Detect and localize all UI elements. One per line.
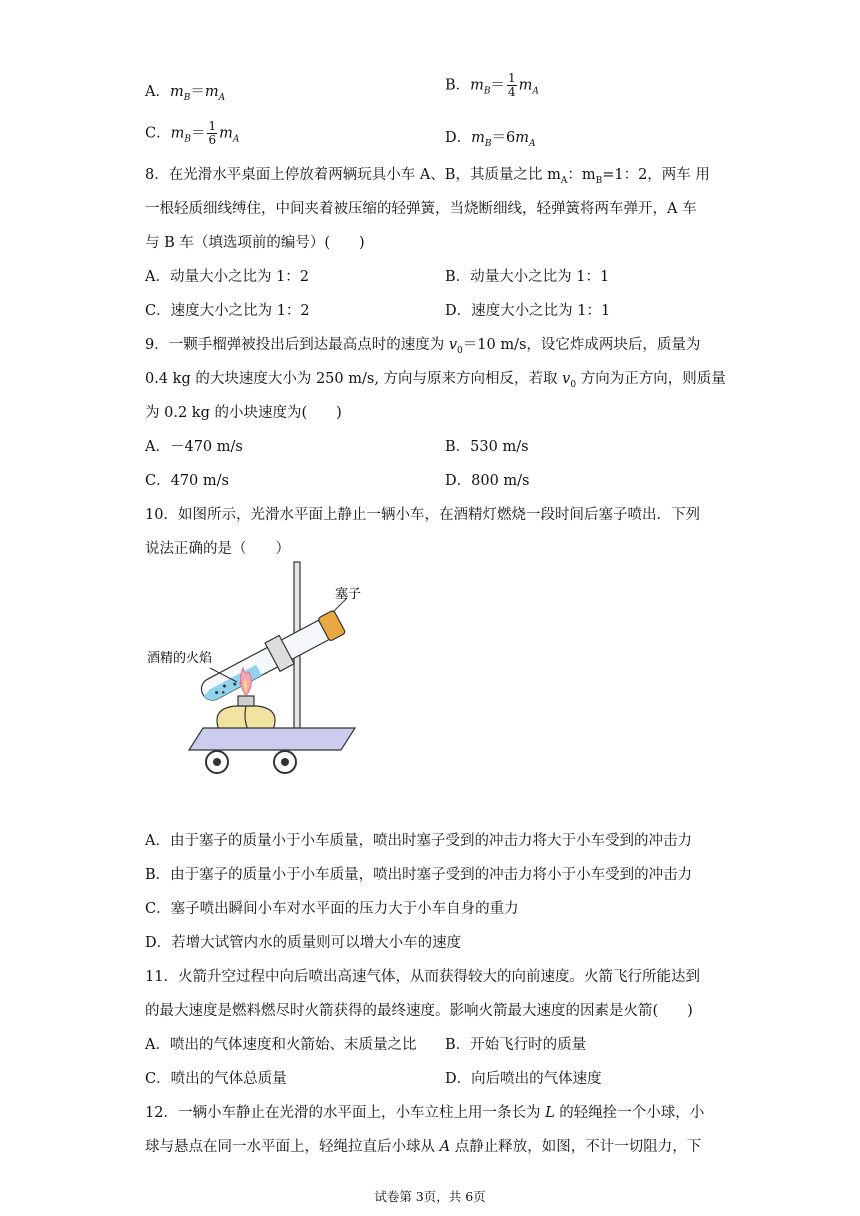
- equals: ＝: [190, 125, 206, 142]
- equals: ＝6: [491, 130, 516, 146]
- q12-stem-line-2: [145, 1135, 701, 1156]
- subscript: A: [218, 92, 226, 103]
- var-m: m: [518, 77, 533, 94]
- cart-experiment-figure: [145, 560, 385, 785]
- cart-base: [189, 728, 355, 750]
- subscript: A: [560, 175, 568, 186]
- q10-option-d: D．若增大试管内水的质量则可以增大小车的速度: [145, 935, 462, 951]
- var-m: m: [170, 125, 185, 142]
- subscript: A: [232, 134, 240, 145]
- page-footer: 试卷第 3页，共 6页: [374, 1189, 486, 1204]
- q8-option-d: D．速度大小之比为 1：1: [445, 303, 611, 319]
- subscript: B: [184, 134, 191, 145]
- q11-stem-line-2: 的最大速度是燃料燃尽时火箭获得的最终速度。影响火箭最大速度的因素是火箭( ): [145, 1003, 693, 1019]
- text: 12．一辆小车静止在光滑的水平面上，小车立柱上用一条长为: [145, 1105, 546, 1121]
- option-letter: B．: [445, 77, 471, 94]
- q9-option-d: D．800 m/s: [445, 473, 530, 489]
- var-v: v: [448, 337, 458, 353]
- text: 8．在光滑水平桌面上停放着两辆玩具小车 A、B，其质量之比 m: [145, 167, 561, 183]
- var-m: m: [219, 125, 233, 142]
- q11-option-d: D．向后喷出的气体速度: [445, 1071, 602, 1087]
- var-v: v: [562, 371, 571, 387]
- plug-label: 塞子: [335, 586, 362, 601]
- q9-option-a: A．－470 m/s: [145, 439, 243, 455]
- q7-option-b: [445, 72, 539, 99]
- flame-label: 酒精的火焰: [147, 650, 213, 665]
- q8-option-c: C．速度大小之比为 1：2: [145, 303, 310, 319]
- text: ：m: [567, 167, 596, 183]
- text: =1：2，两车 用: [602, 167, 710, 183]
- equals: ＝: [190, 84, 205, 100]
- q9-stem-line-1: [145, 333, 700, 356]
- q10-stem-line-2: 说法正确的是（ ）: [145, 541, 290, 557]
- var-m: m: [471, 130, 485, 146]
- text: 球与悬点在同一水平面上，轻绳拉直后小球从: [145, 1139, 440, 1155]
- subscript: B: [483, 86, 491, 97]
- q9-option-c: C．470 m/s: [145, 473, 229, 489]
- denominator: 4: [508, 85, 516, 99]
- subscript: 0: [570, 379, 577, 390]
- text: 9．一颗手榴弹被投出后到达最高点时的速度为: [145, 337, 449, 353]
- q9-stem-line-3: 为 0.2 kg 的小块速度为( ): [145, 405, 342, 421]
- q9-option-b: B．530 m/s: [445, 439, 529, 455]
- option-letter: C．: [145, 125, 171, 142]
- test-tube: [195, 607, 347, 708]
- var-m: m: [515, 130, 529, 146]
- q10-stem-line-1: 10．如图所示，光滑水平面上静止一辆小车，在酒精灯燃烧一段时间后塞子喷出．下列: [145, 507, 700, 523]
- q8-stem-line-2: 一根轻质细线缚住，中间夹着被压缩的轻弹簧，当烧断细线，轻弹簧将两车弹开，A 车: [145, 201, 697, 217]
- numerator: 1: [208, 119, 217, 133]
- option-letter: D．: [445, 130, 472, 146]
- q8-option-a: A．动量大小之比为 1：2: [145, 269, 310, 285]
- q11-option-a: A．喷出的气体速度和火箭始、末质量之比: [145, 1037, 417, 1053]
- subscript: B: [183, 92, 191, 103]
- q8-stem-line-1: [145, 163, 710, 186]
- q8-stem-line-3: 与 B 车（填选项前的编号）( ): [145, 235, 365, 251]
- option-letter: A．: [145, 84, 170, 100]
- numerator: 1: [508, 71, 516, 85]
- var-m: m: [470, 77, 484, 94]
- fraction: [507, 72, 517, 99]
- q7-option-c: [145, 120, 239, 147]
- q11-option-b: B．开始飞行时的质量: [445, 1037, 587, 1053]
- q11-option-c: C．喷出的气体总质量: [145, 1071, 287, 1087]
- q10-option-b: B．由于塞子的质量小于小车质量，喷出时塞子受到的冲击力将小于小车受到的冲击力: [145, 867, 693, 883]
- var-L: L: [545, 1105, 555, 1121]
- q7-option-a: [145, 80, 225, 103]
- subscript: B: [595, 175, 603, 186]
- subscript: B: [484, 138, 492, 149]
- q8-option-b: B．动量大小之比为 1：1: [445, 269, 610, 285]
- subscript: 0: [457, 345, 463, 356]
- var-m: m: [204, 84, 219, 100]
- q10-option-a: A．由于塞子的质量小于小车质量，喷出时塞子受到的冲击力将大于小车受到的冲击力: [145, 833, 692, 849]
- text: 的轻绳拴一个小球，小: [554, 1105, 705, 1121]
- subscript: A: [529, 138, 536, 149]
- q9-stem-line-2: [145, 367, 726, 390]
- subscript: A: [532, 86, 539, 97]
- q12-stem-line-1: [145, 1101, 704, 1122]
- text: 点静止释放，如图，不计一切阻力，下: [450, 1139, 702, 1155]
- text: ＝10 m/s，设它炸成两块后，质量为: [462, 337, 701, 353]
- fraction: [207, 120, 217, 147]
- equals: ＝: [490, 77, 506, 94]
- text: 0.4 kg 的大块速度大小为 250 m/s, 方向与原来方向相反，若取: [145, 371, 563, 387]
- q7-option-d: [445, 126, 536, 149]
- q10-option-c: C．塞子喷出瞬间小车对水平面的压力大于小车自身的重力: [145, 901, 519, 917]
- text: 方向为正方向，则质量: [576, 371, 726, 387]
- q11-stem-line-1: 11．火箭升空过程中向后喷出高速气体，从而获得较大的向前速度。火箭飞行所能达到: [145, 969, 700, 985]
- var-A: A: [439, 1139, 451, 1155]
- var-m: m: [169, 84, 184, 100]
- denominator: 6: [208, 133, 217, 147]
